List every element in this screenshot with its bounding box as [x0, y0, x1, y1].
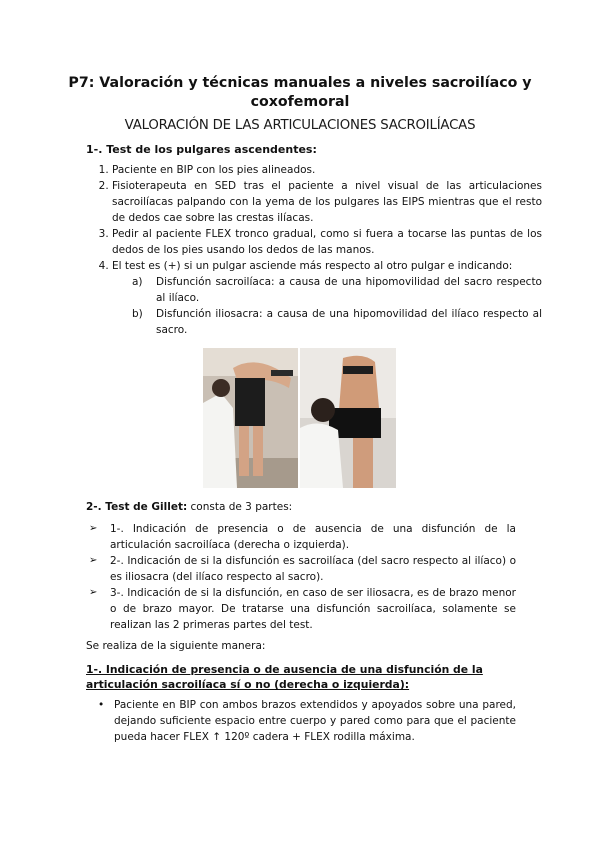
gillet-heading-line: 2-. Test de Gillet: consta de 3 partes:: [86, 501, 293, 513]
procedure-intro: Se realiza de la siguiente manera:: [86, 640, 266, 652]
arrow-bullet-icon: ➢: [89, 555, 98, 566]
gillet-heading: 2-. Test de Gillet:: [86, 501, 188, 513]
step-item: 2. Fisioterapeuta en SED tras el paciente a nivel visual de las articulaciones sacroilíacas palpando con la yema de los pulgares las EIPS mientras que el resto de dedos cae sobre las crestas ilíacas.: [112, 178, 542, 226]
arrow-bullet-icon: ➢: [89, 587, 98, 598]
test-photo: [203, 348, 396, 488]
step-item: 1. Paciente en BIP con los pies alineados.: [112, 162, 542, 178]
arrow-bullet-icon: ➢: [89, 523, 98, 534]
test-steps-list: [86, 162, 542, 338]
procedure-bullets: [86, 697, 516, 745]
test-heading-pulgares: 1-. Test de los pulgares ascendentes:: [86, 143, 317, 156]
gillet-part-item: ➢ 3-. Indicación de si la disfunción, en caso de ser iliosacra, es de brazo menor o de brazo mayor. De tratarse una disfunción sacroilíaca, solamente se realizan las 2 primeras partes del test.: [89, 587, 516, 631]
result-subitem: a) Disfunción sacroilíaca: a causa de una hipomovilidad del sacro respecto al ilíaco.: [132, 276, 542, 304]
gillet-part-item: ➢ 1-. Indicación de presencia o de ausencia de una disfunción de la articulación sacroilíaca (derecha o izquierda).: [89, 523, 516, 551]
step-item: 4. El test es (+) si un pulgar asciende más respecto al otro pulgar e indicando: a) Disfunción sacroilíaca: a causa de una hipomovilidad del sacro respecto al ilíaco. b) Disfunción iliosacra: a causa de una hipomovilidad del ilíaco respecto al sacro.: [112, 258, 542, 338]
document-title: P7: Valoración y técnicas manuales a niveles sacroilíaco y coxofemoral: [68, 75, 532, 110]
procedure-subheading: 1-. Indicación de presencia o de ausencia de una disfunción de la articulación sacroilíaca sí o no (derecha o izquierda):: [86, 663, 483, 691]
section-title: VALORACIÓN DE LAS ARTICULACIONES SACROILÍACAS: [124, 118, 476, 133]
gillet-parts-list: [86, 521, 516, 633]
procedure-bullet-item: • Paciente en BIP con ambos brazos extendidos y apoyados sobre una pared, dejando suficiente espacio entre cuerpo y pared como para que el paciente pueda hacer FLEX ↑ 120º cadera + FLEX rodilla máxima.: [98, 699, 516, 743]
dot-bullet-icon: •: [98, 699, 105, 711]
test-photo-illustration: [203, 348, 396, 488]
step-item: 3. Pedir al paciente FLEX tronco gradual, como si fuera a tocarse las puntas de los dedos de los pies usando los dedos de las manos.: [112, 226, 542, 258]
result-subitem: b) Disfunción iliosacra: a causa de una hipomovilidad del ilíaco respecto al sacro.: [132, 308, 542, 336]
gillet-part-item: ➢ 2-. Indicación de si la disfunción es sacroilíaca (del sacro respecto al ilíaco) o es iliosacra (del ilíaco respecto al sacro).: [89, 555, 516, 583]
result-sublist: [112, 274, 542, 338]
